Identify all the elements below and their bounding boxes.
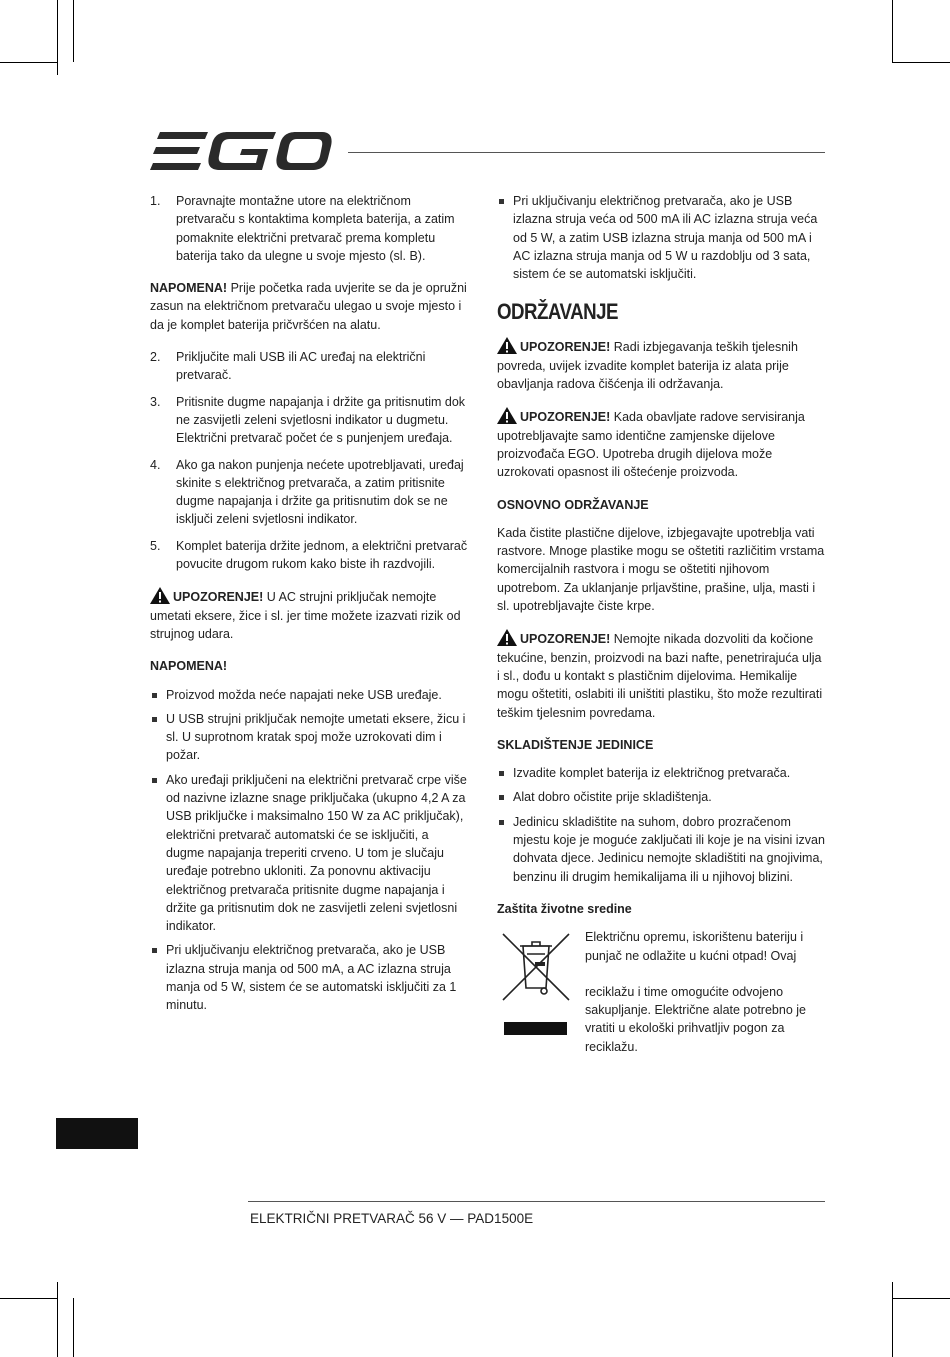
steps-list-1 <box>150 192 470 265</box>
step-number: 4. <box>150 457 161 472</box>
step-text: Pritisnite dugme napajanja i držite ga pritisnutim dok ne zasvijetli zeleni svjetlosni indikator u dugmetu. Električni pretvarač počet će s punjenjem uređaja. <box>176 394 466 446</box>
step-number: 3. <box>150 394 161 409</box>
environment-text: reciklažu i time omogućite odvojeno sakupljanje. Električne alate potrebno je vratiti u ekološki prihvatljiv pogon za reciklažu. <box>585 984 806 1054</box>
crop-mark <box>73 0 74 62</box>
storage-bullets <box>497 764 825 886</box>
ego-logo <box>150 130 332 172</box>
environment-heading: Zaštita životne sredine <box>497 901 632 916</box>
crop-mark <box>892 0 893 62</box>
note-heading: NAPOMENA! <box>150 659 228 674</box>
list-item <box>150 537 470 574</box>
crop-mark <box>57 1282 58 1357</box>
warning-icon <box>497 629 517 646</box>
right-column <box>497 192 825 1074</box>
warning-paragraph <box>497 629 825 721</box>
left-column <box>150 192 470 1029</box>
warning-text: U AC strujni priključak nemojte umetati eksere, žice i sl. jer time možete izazvati rizik od strujnog udara. <box>150 590 461 641</box>
list-item: Alat dobro očistite prije skladištenja. <box>497 788 825 806</box>
warning-paragraph <box>150 587 470 643</box>
list-item <box>150 192 470 265</box>
top-bullets <box>497 192 825 283</box>
step-number: 5. <box>150 538 161 553</box>
warning-paragraph <box>497 407 825 481</box>
note-paragraph <box>150 279 470 334</box>
list-item <box>150 393 470 448</box>
warning-text: Kada obavljate radove servisiranja upotrebljavajte samo identične zamjenske dijelove proizvođača EGO. Upotreba drugih dijelova može uzrokovati opasnost ili oštećenje proizvoda. <box>497 410 805 480</box>
note-label: NAPOMENA! <box>150 281 228 296</box>
section-title: ODRŽAVANJE <box>497 299 618 325</box>
warning-label: UPOZORENJE! <box>520 410 611 425</box>
note-bullets <box>150 686 470 1015</box>
crop-mark <box>892 1282 893 1357</box>
basic-maintenance-text: Kada čistite plastične dijelove, izbjegavajte upotreblja vati rastvore. Mnoge plastike mogu se oštetiti različitim vrstama komercijalnih rastvora i mogu se oštetiti njihovom upotrebom. Za uklanjanje prljavštine, prašine, ulja, masti i sl. upotrebljavajte čiste krpe. <box>497 525 825 614</box>
crop-mark <box>892 62 950 63</box>
crop-mark <box>57 0 58 75</box>
warning-paragraph <box>497 337 825 393</box>
steps-list-2 <box>150 348 470 573</box>
warning-label: UPOZORENJE! <box>520 340 611 355</box>
warning-text: Radi izbjegavanja teških tjelesnih povreda, uvijek izvadite komplet baterija iz alata prije obavljanja radova čišćenja ili održavanja. <box>497 340 798 392</box>
step-text: Ako ga nakon punjenja nećete upotrebljavati, uređaj skinite s električnog pretvarača, a zatim pritisnite dugme napajanja i držite ga pritisnutim dok se ne isključi zeleni svjetlosni indikator. <box>176 457 464 527</box>
footer-rule <box>248 1201 825 1202</box>
warning-label: UPOZORENJE! <box>173 590 264 605</box>
list-item: Pri uključivanju električnog pretvarača, ako je USB izlazna struja veća od 500 mA ili AC izlazna struja veća od 5 W, a zatim USB izlazna struja manja od 500 mA i AC izlazna struja manja od 5 W u razdoblju od 3 sata, sistem će se automatski isključiti. <box>497 192 825 283</box>
crop-mark <box>892 1298 950 1299</box>
crossed-bin-icon <box>497 928 575 1036</box>
step-text: Komplet baterija držite jednom, a električni pretvarač povucite drugom rukom kako biste ih razdvojili. <box>176 538 468 572</box>
step-text: Priključite mali USB ili AC uređaj na električni pretvarač. <box>176 350 426 383</box>
step-text: Poravnajte montažne utore na električnom pretvaraču s kontaktima kompleta baterija, a zatim pomaknite električni pretvarač prema kompletu baterija tako da ulegne u svoje mjesto (sl. B). <box>176 194 455 263</box>
crop-mark <box>0 1298 57 1299</box>
warning-icon <box>150 587 170 604</box>
warning-icon <box>497 407 517 424</box>
environment-block <box>497 928 825 1074</box>
note-text: Prije početka rada uvjerite se da je opružni zasun na električnom pretvaraču ulegao u svoje mjesto i da je komplet baterija pričvršćen na alatu. <box>150 281 467 332</box>
environment-text: Električnu opremu, iskorištenu bateriju i punjač ne odlažite u kućni otpad! Ovaj <box>585 930 804 963</box>
footer-title: ELEKTRIČNI PRETVARAČ 56 V — PAD1500E <box>250 1211 534 1226</box>
header-rule <box>348 152 825 153</box>
list-item: Izvadite komplet baterija iz električnog pretvarača. <box>497 764 825 782</box>
crop-mark <box>0 62 57 63</box>
basic-maintenance-heading: OSNOVNO ODRŽAVANJE <box>497 497 649 512</box>
warning-label: UPOZORENJE! <box>520 632 611 647</box>
storage-heading: SKLADIŠTENJE JEDINICE <box>497 737 654 752</box>
list-item: Pri uključivanju električnog pretvarača, ako je USB izlazna struja manja od 500 mA, a AC izlazna struja manja od 5 W, sistem će se automatski isključiti za 1 minutu. <box>150 941 470 1014</box>
warning-icon <box>497 337 517 354</box>
page-number-tab <box>56 1118 138 1149</box>
list-item: U USB strujni priključak nemojte umetati eksere, žicu i sl. U suprotnom kratak spoj može uzrokovati dim i požar. <box>150 710 470 765</box>
list-item <box>150 456 470 529</box>
list-item: Ako uređaji priključeni na električni pretvarač crpe više od nazivne izlazne snage priključaka (ukupno 4,2 A za USB priključke i maksimalno 150 W za AC priključak), električni pretvarač automatski će se isključiti, a dugme napajanja treperiti crveno. U tom je slučaju uređaje potrebno ukloniti. Za ponovnu aktivaciju električnog pretvarača pritisnite dugme napajanja i držite ga pritisnutim dok ne zasvijetli zeleni svjetlosni indikator. <box>150 771 470 936</box>
crop-mark <box>73 1298 74 1357</box>
list-item <box>150 348 470 385</box>
step-number: 2. <box>150 350 161 365</box>
step-number: 1. <box>150 194 161 208</box>
warning-text: Nemojte nikada dozvoliti da kočione tekućine, benzin, proizvodi na bazi nafte, penetrirajuća ulja i sl., dođu u kontakt s plastičnim dijelovima. Hemikalije mogu oštetiti, oslabiti ili uništiti plastiku, što može rezultirati teškim tjelesnim povredama. <box>497 632 823 720</box>
list-item: Jedinicu skladištite na suhom, dobro prozračenom mjestu koje je moguće zaključati ili koje je na visini izvan dohvata djece. Jedinicu nemojte skladištiti na gnojivima, benzinu ili drugim hemikalijama ili u njihovoj blizini. <box>497 813 825 886</box>
list-item: Proizvod možda neće napajati neke USB uređaje. <box>150 686 470 704</box>
